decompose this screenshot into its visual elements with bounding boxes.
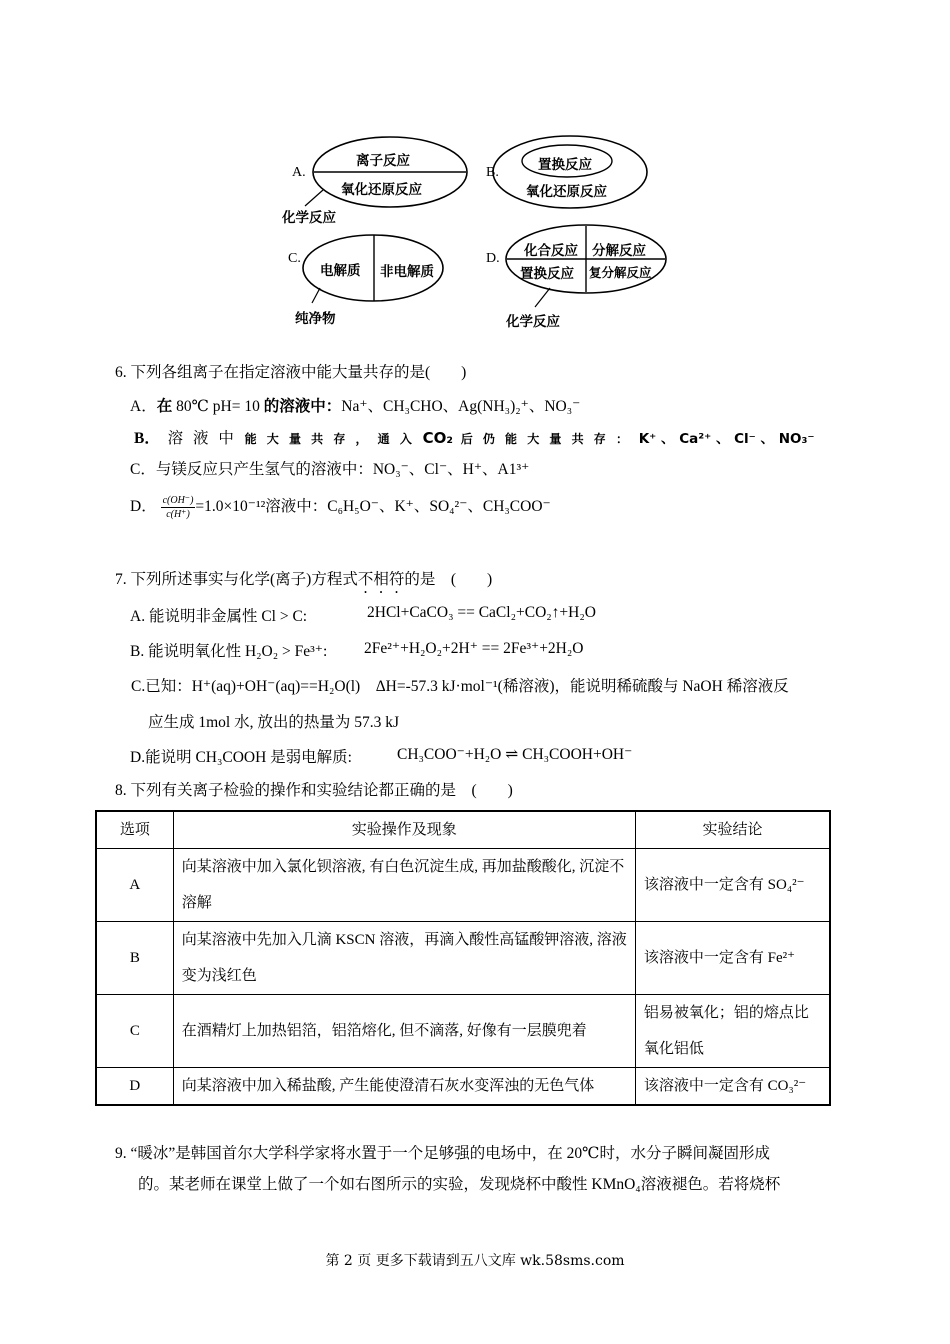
table-row	[96, 995, 830, 1068]
q8-header-option: 选项	[96, 811, 173, 849]
q6-a-ions: Na⁺、CH₃CHO、Ag(NH₃)₂⁺、NO₃⁻	[341, 398, 581, 415]
q6-option-a	[130, 394, 580, 416]
q6-b-mid: 能 大 量 共 存 ， 通 入	[244, 432, 415, 446]
page-footer: 第 2 页 更多下载请到五八文库 wk.58sms.com	[325, 1253, 625, 1269]
diagram-a-outer-label: 化学反应	[282, 210, 336, 226]
diagram-d-tl-label: 化合反应	[524, 243, 578, 259]
q8-table-header	[96, 811, 830, 849]
q6-b-label: B．	[134, 430, 160, 447]
q8-row-a-conclusion: 该溶液中一定含有 SO₄²⁻	[635, 849, 830, 922]
q6-b-after: 后 仍 能 大 量 共 存 ：	[460, 432, 631, 446]
q7-option-a-text: A. 能说明非金属性 Cl > C:	[130, 608, 308, 625]
diagram-c-left-label: 电解质	[320, 263, 361, 279]
q8-row-d-option: D	[96, 1068, 173, 1106]
q6-a-temp: 80℃ pH= 10	[176, 398, 260, 415]
diagram-a-top-label: 离子反应	[356, 153, 410, 169]
q8-header-operation: 实验操作及现象	[173, 811, 635, 849]
q6-d-text: =1.0×10⁻¹²溶液中：C₆H₅O⁻、K⁺、SO₄²⁻、CH₃COO⁻	[195, 498, 551, 516]
q7-option-b-equation: 2Fe²⁺+H₂O₂+2H⁺ == 2Fe³⁺+2H₂O	[364, 640, 584, 657]
q6-stem: 6. 下列各组离子在指定溶液中能大量共存的是( )	[115, 364, 467, 381]
q6-d-denominator: c(H⁺)	[166, 509, 190, 520]
table-row	[96, 922, 830, 995]
diagram-d-letter: D.	[486, 251, 500, 266]
q7-stem-post: 的是 ( )	[404, 571, 493, 588]
diagram-c-outer-label: 纯净物	[295, 311, 336, 327]
q8-row-c-option: C	[96, 995, 173, 1068]
diagram-b-inner-label: 置换反应	[538, 157, 592, 173]
q6-option-c: C．与镁反应只产生氢气的溶液中：NO₃⁻、Cl⁻、H⁺、A1³⁺	[130, 461, 530, 478]
q6-b-text: 溶 液 中	[167, 430, 237, 447]
diagram-d-tr-label: 分解反应	[592, 243, 646, 259]
q7-option-a-equation: 2HCl+CaCO₃ == CaCl₂+CO₂↑+H₂O	[367, 604, 596, 621]
q8-table	[95, 810, 831, 1106]
diagram-a-letter: A.	[292, 165, 306, 180]
diagram-b-outer-label: 氧化还原反应	[526, 184, 607, 200]
q7-option-c-line1: C.已知：H⁺(aq)+OH⁻(aq)==H₂O(l) ΔH=-57.3 kJ·mol⁻¹(稀溶液)，能说明稀硫酸与 NaOH 稀溶液反	[131, 678, 789, 695]
q8-row-c-operation: 在酒精灯上加热铝箔，铝箔熔化, 但不滴落, 好像有一层膜兜着	[173, 995, 635, 1068]
diagram-c-letter: C.	[288, 251, 301, 266]
q8-row-c-conclusion: 铝易被氧化；铝的熔点比氧化铝低	[635, 995, 830, 1068]
q6-a-mid: 的溶液中：	[263, 398, 342, 415]
diagram-d-br-label: 复分解反应	[589, 265, 652, 280]
table-row	[96, 1068, 830, 1106]
diagram-b-letter: B.	[486, 165, 499, 180]
q7-stem	[115, 567, 492, 597]
q6-option-d	[130, 494, 551, 521]
diagram-d-outer-label: 化学反应	[506, 314, 560, 330]
diagram-a-bottom-label: 氧化还原反应	[341, 182, 422, 198]
q6-d-label: D．	[130, 498, 157, 516]
q6-a-prefix: 在	[156, 398, 173, 415]
q8-header-conclusion: 实验结论	[635, 811, 830, 849]
q8-row-b-option: B	[96, 922, 173, 995]
q9-line2: 的。某老师在课堂上做了一个如右图所示的实验，发现烧杯中酸性 KMnO₄溶液褪色。若将烧杯	[138, 1176, 781, 1193]
diagram-d-bl-label: 置换反应	[520, 266, 574, 282]
classification-diagrams	[0, 0, 950, 340]
diagram-a-pointer	[305, 190, 323, 206]
q7-option-d-text: D.能说明 CH₃COOH 是弱电解质:	[130, 749, 352, 766]
diagram-d-pointer	[535, 288, 550, 307]
q7-option-d-equation: CH₃COO⁻+H₂O ⇌ CH₃COOH+OH⁻	[397, 746, 633, 763]
q7-stem-emphasis: 不相符	[357, 571, 405, 588]
q8-row-a-option: A	[96, 849, 173, 922]
q6-b-gas: CO₂	[422, 429, 453, 447]
q8-row-b-conclusion: 该溶液中一定含有 Fe²⁺	[635, 922, 830, 995]
q8-row-b-operation: 向某溶液中先加入几滴 KSCN 溶液，再滴入酸性高锰酸钾溶液, 溶液变为浅红色	[173, 922, 635, 995]
q7-option-c-line2: 应生成 1mol 水, 放出的热量为 57.3 kJ	[148, 714, 400, 731]
q6-a-label: A．	[130, 398, 157, 415]
q6-d-fraction	[161, 494, 196, 521]
q7-option-b-text: B. 能说明氧化性 H₂O₂ > Fe³⁺:	[130, 643, 328, 660]
q8-row-d-operation: 向某溶液中加入稀盐酸, 产生能使澄清石灰水变浑浊的无色气体	[173, 1068, 635, 1106]
q8-row-d-conclusion: 该溶液中一定含有 CO₃²⁻	[635, 1068, 830, 1106]
q6-d-numerator: c(OH⁻)	[162, 495, 194, 506]
diagram-c-right-label: 非电解质	[380, 264, 434, 280]
q8-row-a-operation: 向某溶液中加入氯化钡溶液, 有白色沉淀生成, 再加盐酸酸化, 沉淀不溶解	[173, 849, 635, 922]
q8-stem: 8. 下列有关离子检验的操作和实验结论都正确的是 ( )	[115, 782, 513, 799]
q7-stem-pre: 7. 下列所述事实与化学(离子)方程式	[115, 571, 358, 588]
q6-option-b	[134, 426, 815, 448]
q9-line1: 9. “暖冰”是韩国首尔大学科学家将水置于一个足够强的电场中，在 20℃时，水分子瞬间凝固形成	[115, 1145, 770, 1162]
q6-b-ions: K⁺ 、 Ca²⁺ 、 Cl⁻ 、 NO₃⁻	[638, 431, 815, 447]
table-row	[96, 849, 830, 922]
diagram-c-pointer	[312, 288, 320, 303]
